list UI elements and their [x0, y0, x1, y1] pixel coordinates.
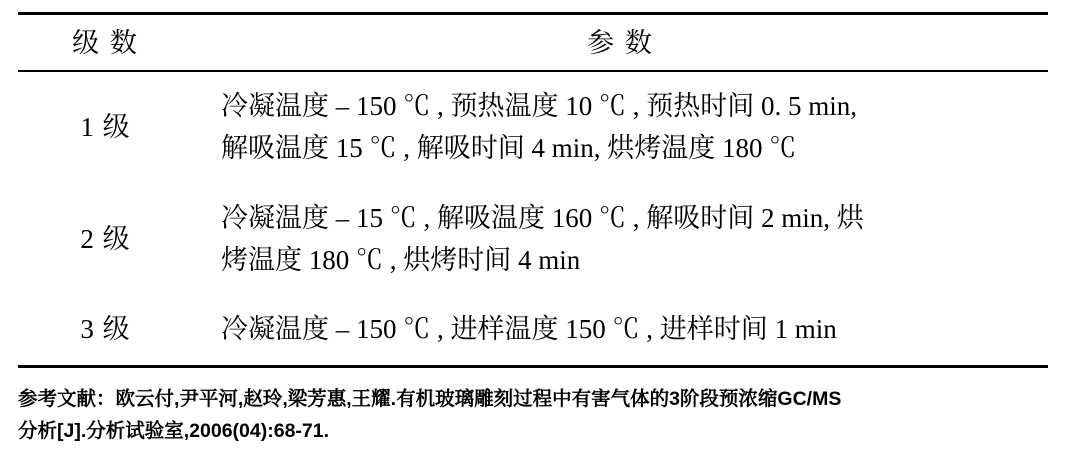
- cell-level: 3 级: [18, 295, 193, 366]
- document-page: [0, 12, 1066, 462]
- column-header-level: 级 数: [18, 14, 193, 72]
- parameters-table: [18, 12, 1048, 368]
- reference-line-2: 分析[J].分析试验室,2006(04):68-71.: [18, 419, 330, 442]
- cell-level: 2 级: [80, 223, 131, 254]
- reference-citation: [18, 384, 1048, 447]
- parameter-line: 冷凝温度 – 150 ℃ , 预热温度 10 ℃ , 预热时间 0. 5 min,: [221, 91, 858, 121]
- parameter-line: 烤温度 180 ℃ , 烘烤时间 4 min: [221, 244, 581, 275]
- cell-parameter: [193, 184, 1048, 296]
- parameter-line: 解吸温度 15 ℃ , 解吸时间 4 min, 烘烤温度 180 ℃: [221, 132, 797, 163]
- cell-level: 1 级: [80, 111, 131, 142]
- column-header-parameter: 参 数: [193, 14, 1048, 72]
- table-row: [18, 295, 1048, 366]
- reference-line-1: 参考文献：欧云付,尹平河,赵玲,梁芳惠,王耀.有机玻璃雕刻过程中有害气体的3阶段预浓缩GC/MS: [18, 388, 842, 411]
- parameter-line: 冷凝温度 – 150 ℃ , 进样温度 150 ℃ , 进样时间 1 min: [221, 314, 837, 345]
- parameter-line: 冷凝温度 – 15 ℃ , 解吸温度 160 ℃ , 解吸时间 2 min, 烘: [221, 202, 864, 233]
- cell-parameter: [193, 71, 1048, 184]
- table-row: [18, 184, 1048, 296]
- table-header-row: [18, 14, 1048, 72]
- table-row: [18, 71, 1048, 184]
- cell-parameter: [193, 295, 1048, 366]
